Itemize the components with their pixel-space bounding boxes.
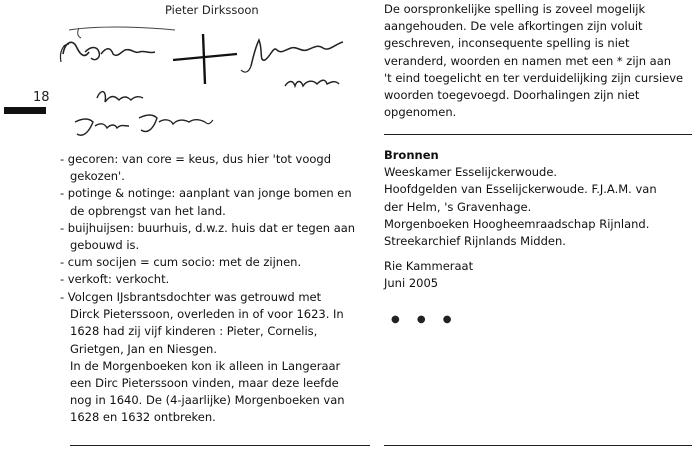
intro-paragraph: [384, 1, 696, 121]
text-line: veranderd, woorden en namen met een * zijn aan: [384, 53, 672, 68]
text-line: geschreven, inconsequente spelling is niet: [384, 36, 630, 51]
text-line: In de Morgenboeken kon ik alleen in Langeraar: [70, 358, 341, 373]
note-item: - potinge & notinge: aanplant van jonge bomen en de opbrengst van het land.: [60, 186, 352, 218]
text-line: nog in 1640. De (4-jaarlijke) Morgenboeken van: [70, 393, 345, 408]
text-line: opgenomen.: [384, 105, 457, 120]
note-item: - verkoft: verkocht.: [60, 272, 170, 287]
source-line: Weeskamer Esselijckerwoude.: [384, 165, 558, 180]
note-item: - cum socijen = cum socio: met de zijnen.: [60, 255, 302, 270]
text-line: aangehouden. De vele afkortingen zijn voluit: [384, 19, 643, 34]
author-date: Juni 2005: [384, 276, 439, 291]
author-block: [384, 258, 696, 292]
note-item: - buijhuijsen: buurhuis, d.w.z. huis dat er tegen aan gebouwd is.: [60, 220, 356, 253]
text-line: Dirck Pieterssoon, overleden in of voor 1623. In: [70, 307, 344, 322]
note-item: - gecoren: van core = keus, dus hier 'tot voogd gekozen'.: [60, 152, 332, 184]
text-line: 1628 had zij vijf kinderen : Pieter, Cornelis,: [70, 324, 318, 339]
handwritten-signature-image: [55, 22, 365, 152]
text-line: - Volcgen IJsbrantsdochter was getrouwd met: [60, 290, 322, 304]
text-line: De oorspronkelijke spelling is zoveel mogelijk: [384, 2, 646, 16]
author-name: Rie Kammeraat: [384, 259, 474, 273]
page-number: 18: [33, 90, 50, 105]
text-line: 't eind toegelicht en ter verduidelijking zijn cursieve: [384, 70, 684, 85]
page-number-marker: [4, 107, 46, 114]
source-line: Morgenboeken Hoogheemraadschap Rijnland.: [384, 216, 650, 231]
text-line: 1628 en 1632 ontbreken.: [70, 410, 216, 425]
text-line: een Dirc Pieterssoon vinden, maar deze leefde: [70, 376, 339, 391]
history-paragraph: [60, 289, 365, 427]
end-mark: ● ● ●: [391, 314, 459, 325]
right-top-divider: [384, 134, 692, 135]
text-line: woorden toegevoegd. Doorhalingen zijn niet: [384, 88, 640, 103]
text-line: Grietgen, Jan en Niesgen.: [70, 341, 217, 356]
source-line: der Helm, 's Gravenhage.: [384, 199, 532, 214]
right-bottom-divider: [384, 445, 692, 446]
signature-caption: Pieter Dirkssoon: [165, 3, 259, 17]
source-line: Streekarchief Rijnlands Midden.: [384, 234, 566, 249]
sources-heading: Bronnen: [384, 148, 439, 162]
notes-list: [60, 151, 365, 289]
source-line: Hoofdgelden van Esselijckerwoude. F.J.A.M. van: [384, 182, 657, 197]
sources-section: [384, 147, 696, 250]
left-bottom-divider: [70, 445, 370, 446]
